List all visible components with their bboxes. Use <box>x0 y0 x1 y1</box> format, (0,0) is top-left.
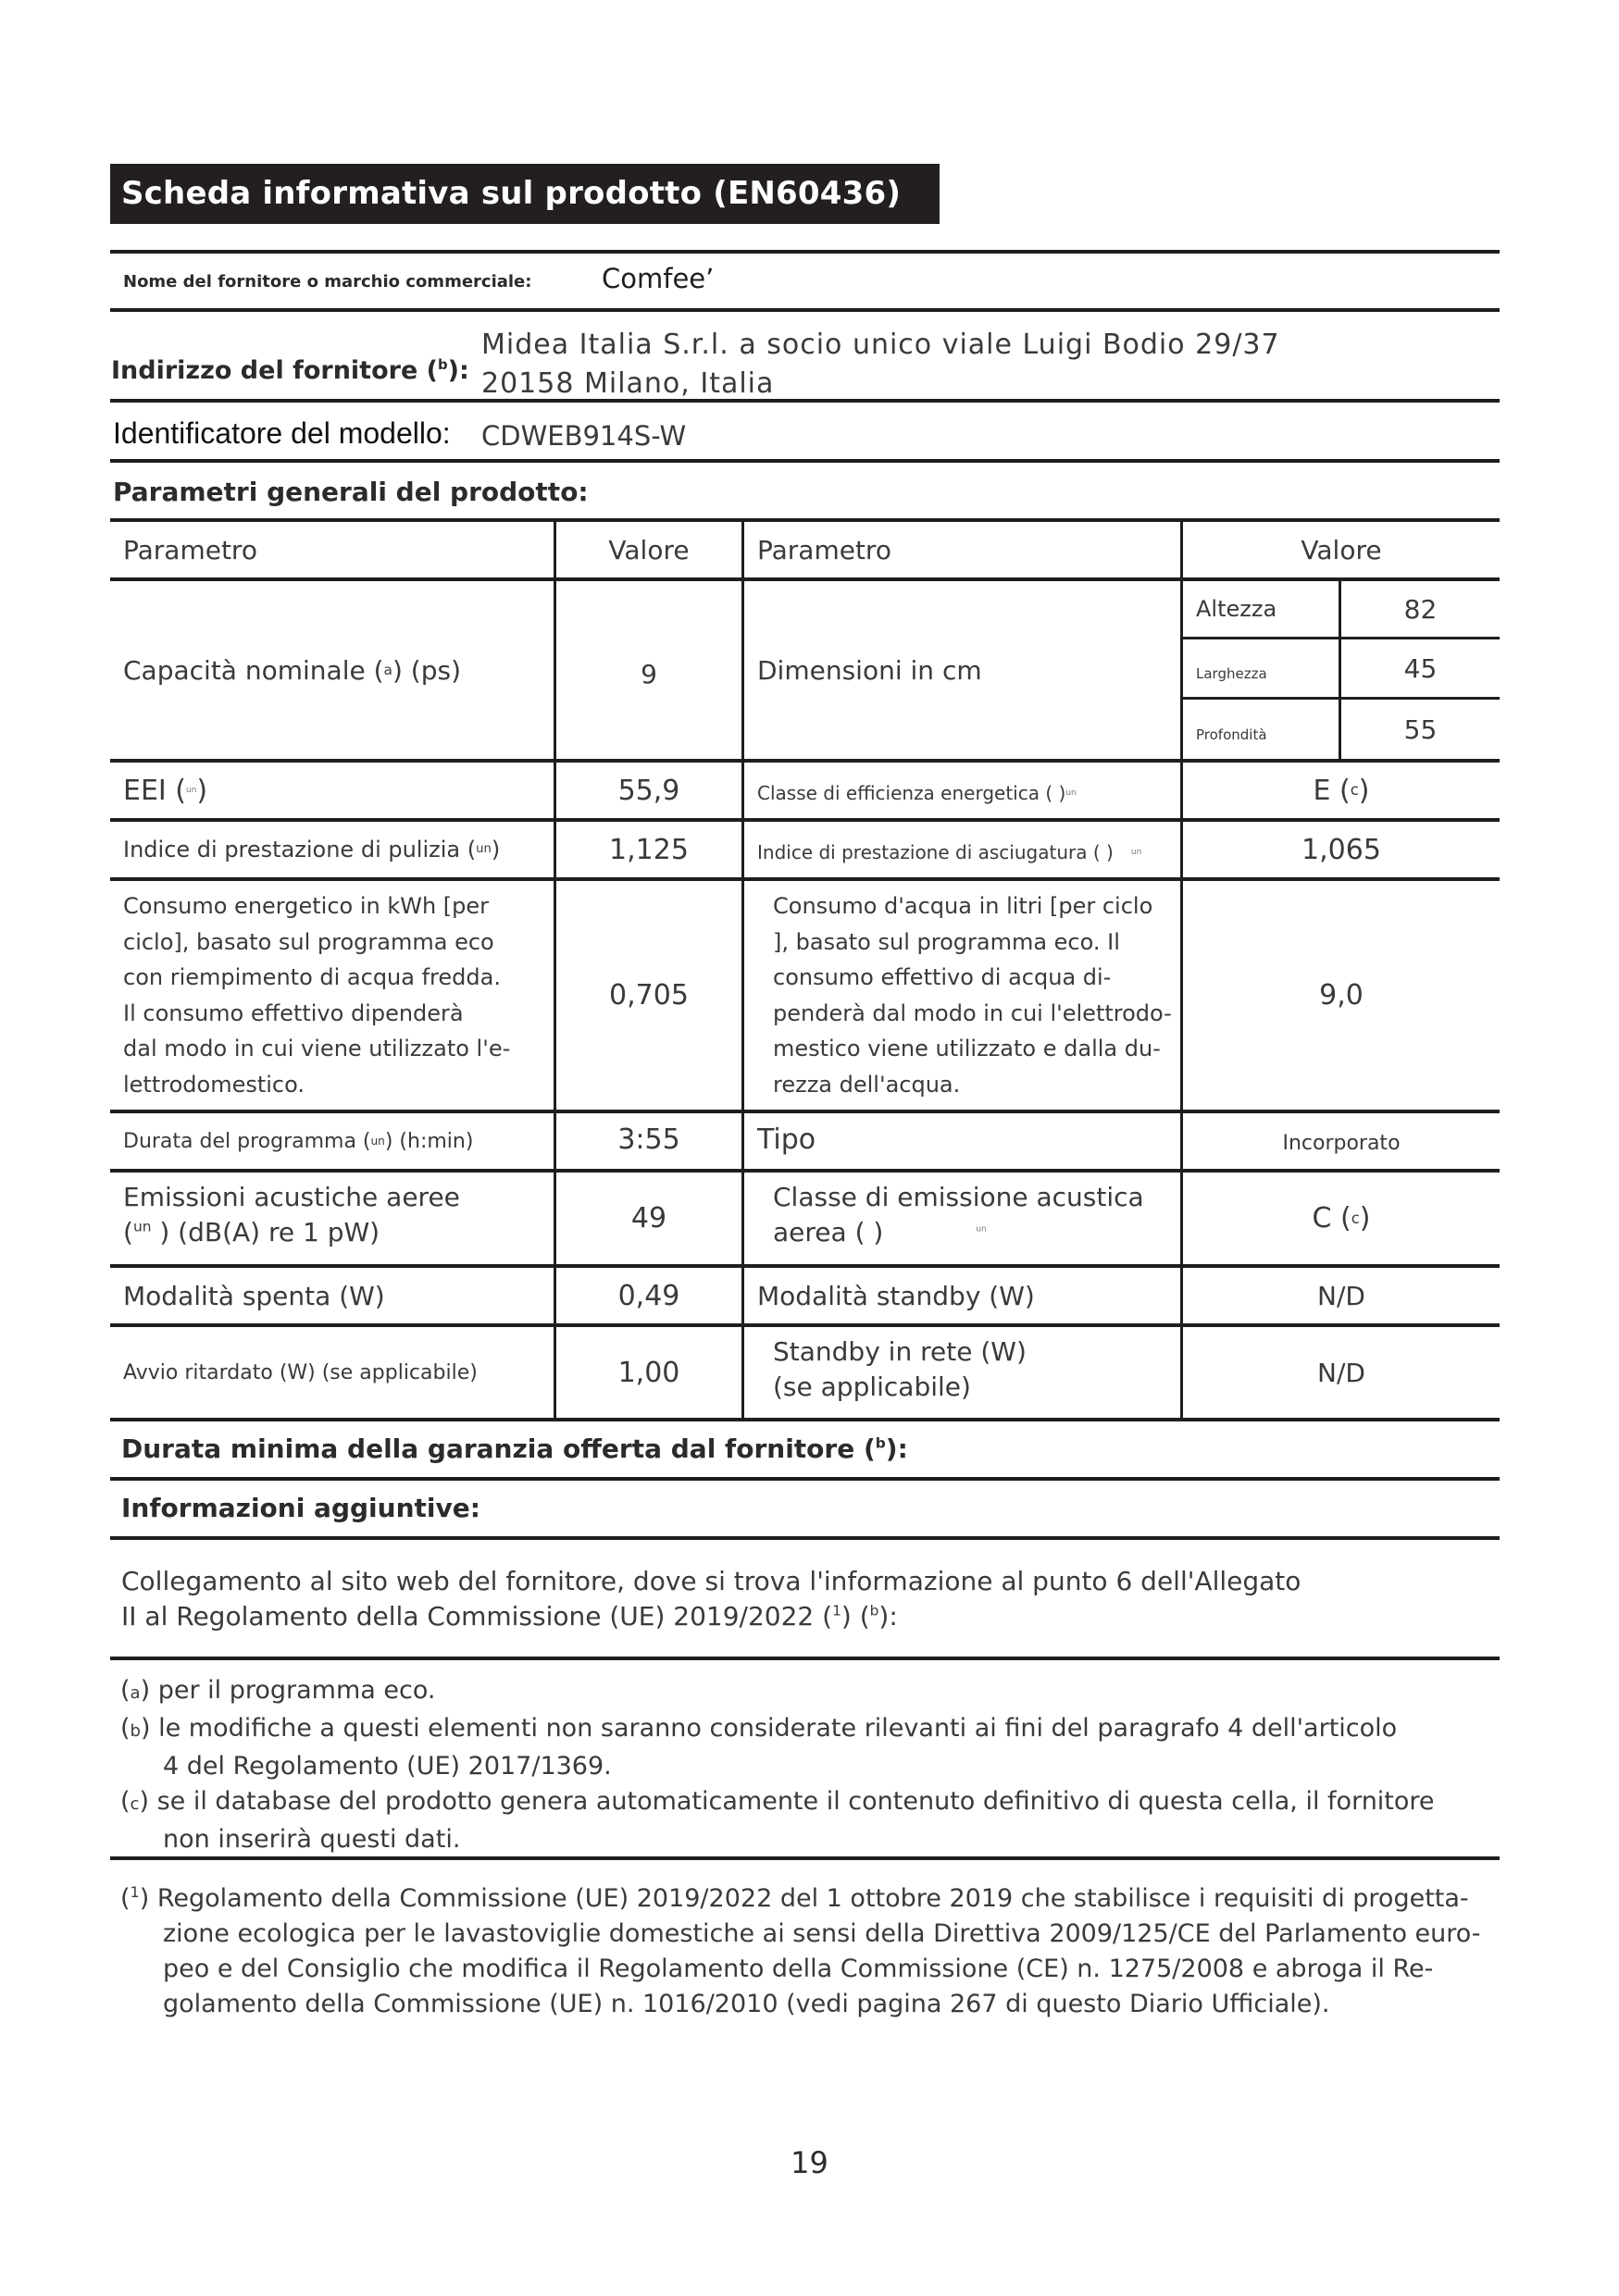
divider <box>110 250 1500 254</box>
dimension-height-value: 82 <box>1403 593 1438 625</box>
divider <box>110 1657 1500 1660</box>
program-duration-value: 3:55 <box>617 1123 680 1156</box>
network-standby-label: Standby in rete (W) (se applicabile) <box>773 1336 1027 1402</box>
supplier-name-value: Comfee’ <box>602 263 715 294</box>
eei-label: EEI ( un ) <box>123 774 208 807</box>
standby-mode-label: Modalità standby (W) <box>757 1280 1035 1311</box>
supplier-name-label: Nome del fornitore o marchio commerciale: <box>123 272 532 292</box>
supplier-address-label: Indirizzo del fornitore ($^b$): <box>111 356 469 385</box>
energy-class-label: Classe di efficienza energetica ( ) un <box>757 782 1077 804</box>
header-parametro-2: Parametro <box>757 534 891 565</box>
water-consumption-label: Consumo d'acqua in litri [per ciclo ], basato sul programma eco. Il consumo effettivo di acqua di- penderà dal modo in cui l'elettrodo- mestico viene utilizzato e dalla du- rezza dell'acqua. <box>773 893 1172 1098</box>
cleaning-index-label: Indice di prestazione di pulizia ( un ) <box>123 837 501 863</box>
address-line-1: Midea Italia S.r.l. a socio unico viale Luigi Bodio 29/37 <box>481 329 1280 361</box>
footnote-a: (a) per il programma eco. <box>120 1676 436 1705</box>
delay-start-label: Avvio ritardato (W) (se applicabile) <box>123 1360 478 1384</box>
header-parametro-1: Parametro <box>123 534 257 565</box>
general-params-heading: Parametri generali del prodotto: <box>113 477 589 507</box>
energy-consumption-value: 0,705 <box>609 979 689 1011</box>
address-line-2: 20158 Milano, Italia <box>481 367 775 400</box>
network-standby-value: N/D <box>1317 1357 1365 1388</box>
noise-emission-label: Emissioni acustiche aeree ($^{un}$ ) (dB(A) re 1 pW) <box>123 1182 460 1247</box>
website-link-text: Collegamento al sito web del fornitore, dove si trova l'informazione al punto 6 dell'Allegato II al Regolamento della Commissione (UE) 2019/2022 ($^1$) ($^b$): <box>121 1566 1301 1632</box>
noise-emission-value: 49 <box>630 1202 667 1235</box>
footnote-c: (c) se il database del prodotto genera automaticamente il contenuto definitivo di questa cella, il fornitore non inserirà questi dati. <box>120 1787 1435 1854</box>
dimension-width-value: 45 <box>1403 652 1438 684</box>
dimension-width-label: Larghezza <box>1196 665 1267 682</box>
page-title: Scheda informativa sul prodotto (EN60436) <box>110 164 940 224</box>
eei-value: 55,9 <box>617 774 680 807</box>
capacity-label: Capacità nominale ( a ) (ps) <box>123 654 462 686</box>
dimension-height-label: Altezza <box>1196 596 1277 622</box>
noise-class-value: C ( c ) <box>1312 1202 1371 1235</box>
off-mode-value: 0,49 <box>617 1279 680 1312</box>
regulation-footnote: ($^1$) Regolamento della Commissione (UE) 2019/2022 del 1 ottobre 2019 che stabilisce i requisiti di progetta- zione ecologica per le lavastoviglie domestiche ai sensi della Direttiva 2009/125/CE del Parlamento euro- peo e del Consiglio che modifica il Regolamento della Commissione (CE) n. 1275/2008 e abroga il Re- golamento della Commissione (UE) n. 1016/2010 (vedi pagina 267 di questo Diario Ufficiale). <box>120 1883 1481 2018</box>
page-number: 19 <box>791 2145 828 2180</box>
divider <box>110 308 1500 312</box>
off-mode-label: Modalità spenta (W) <box>123 1280 385 1311</box>
row-divider <box>110 1418 1500 1421</box>
header-valore-1: Valore <box>608 534 690 565</box>
footnotes <box>120 1673 1435 1857</box>
noise-class-label: Classe di emissione acustica aerea ( ) $^{un}$ <box>773 1182 1144 1247</box>
drying-index-label: Indice di prestazione di asciugatura ( ) un <box>757 841 1142 863</box>
footnote-b: (b) le modifiche a questi elementi non saranno considerate rilevanti ai fini del paragrafo 4 dell'articolo 4 del Regolamento (UE) 2017/1369. <box>120 1714 1398 1781</box>
supplier-address-value <box>481 326 1280 403</box>
water-consumption-value: 9,0 <box>1319 979 1364 1011</box>
header-valore-2: Valore <box>1301 534 1382 565</box>
type-label: Tipo <box>757 1123 816 1156</box>
standby-mode-value: N/D <box>1317 1280 1365 1311</box>
divider <box>110 1477 1500 1481</box>
model-identifier-label: Identificatore del modello: <box>113 416 451 450</box>
dimensions-label: Dimensioni in cm <box>757 654 982 686</box>
model-identifier-value: CDWEB914S-W <box>481 420 687 452</box>
energy-consumption-label: Consumo energetico in kWh [per ciclo], basato sul programma eco con riempimento di acqua fredda. Il consumo effettivo dipenderà dal modo in cui viene utilizzato l'e- lettrodomestico. <box>123 893 511 1098</box>
program-duration-label: Durata del programma ( un ) (h:min) <box>123 1129 474 1153</box>
dimension-depth-value: 55 <box>1403 714 1438 745</box>
warranty-label: Durata minima della garanzia offerta dal fornitore ($^b$): <box>121 1433 908 1464</box>
energy-class-value: E ( c ) <box>1313 774 1370 807</box>
divider <box>110 1856 1500 1860</box>
cleaning-index-value: 1,125 <box>609 833 689 866</box>
additional-info-heading: Informazioni aggiuntive: <box>121 1493 480 1523</box>
type-value: Incorporato <box>1282 1131 1401 1155</box>
dimension-depth-label: Profondità <box>1196 726 1267 743</box>
delay-start-value: 1,00 <box>617 1356 680 1389</box>
drying-index-value: 1,065 <box>1301 833 1381 866</box>
divider <box>110 1536 1500 1540</box>
divider <box>110 459 1500 463</box>
capacity-value: 9 <box>641 658 657 689</box>
